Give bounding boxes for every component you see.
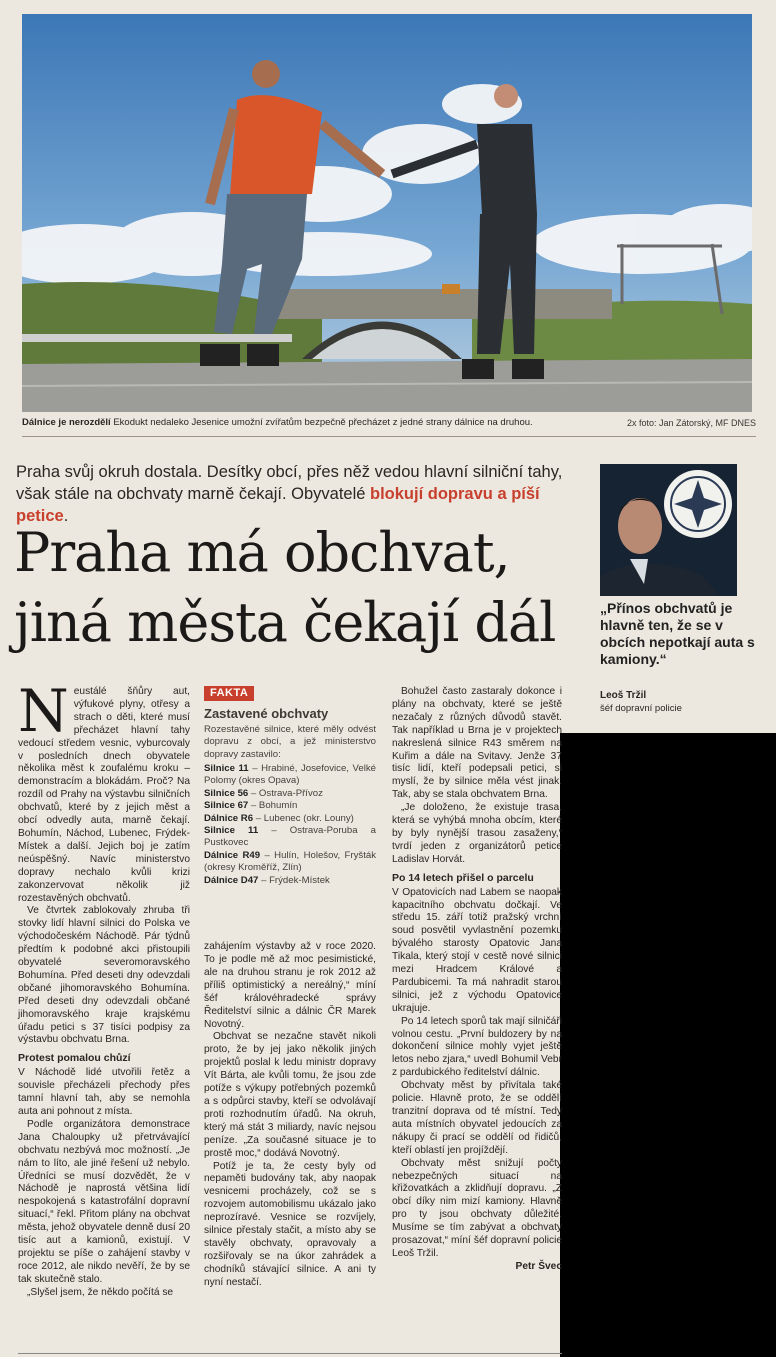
fakta-item	[204, 850, 376, 875]
fakta-item	[204, 788, 376, 800]
subheading: Po 14 letech přišel o parcelu	[392, 871, 534, 884]
paragraph: Ve čtvrtek zablokovaly zhruba tři stovky lidí hlavní silnici do Polska ve východočeském Náchodě. Pár týdnů předtím k podobné akci přistoupili obyvatelé severomoravského Bohumína. Před deseti dny odevzdali občané jihomoravského Bohumína. Před deseti dny odevzdali občané jihomoravského kraje krajskému úřadu petici s 37 tisíci podpisy za výstavbu obchvatu Brna.	[18, 905, 190, 1046]
road-name: Dálnice R6	[204, 812, 254, 824]
paragraph	[18, 677, 190, 905]
road-name: Dálnice R49	[204, 849, 261, 861]
headline-line-1: Praha má obchvat,	[14, 521, 510, 584]
caption-text: Ekodukt nedaleko Jesenice umožní zvířatům bezpečně přecházet z jedné strany dálnice na druhou.	[113, 417, 533, 428]
road-desc: – Hulín, Holešov, Fryšták (okresy Kroměříž, Zlín)	[204, 849, 376, 874]
road-desc: – Ostrava-Přívoz	[248, 787, 323, 799]
subheading: Protest pomalou chůzí	[18, 1052, 131, 1065]
road-desc: – Hrabiné, Josefovice, Velké Polomy (okres Opava)	[204, 763, 376, 787]
portrait-photo	[600, 464, 737, 596]
paragraph-text: eustálé šňůry aut, výfukové plyny, otřesy a strach o děti, které musí přecházet hlavní tahy vedoucí středem vesnic, vyburcovaly v posledních dnech obyvatele několika měst k zoufalému kroku – demonstracím a blokádám. Proč? Na rozdíl od Prahy na výstavbu silničních obchvatů, které by z jejich měst a obcí odvedly auta, marně čekají. Bohumín, Náchod, Lubenec, Frýdek-Místek a další. Jejich boj je zatím neúspěšný. Navíc ministerstvo dopravy nechalo kvůli krizi zakonzervovat několik již rozestavěných obchvatů.	[18, 686, 190, 904]
quote-author-role: šéf dopravní policie	[600, 703, 682, 714]
intro-text: Praha svůj okruh dostala. Desítky obcí, přes něž vedou hlavní silniční tahy, však stále na obchvaty marně čekají. Obyvatelé	[16, 463, 563, 503]
bottom-rule	[18, 1353, 562, 1354]
road-name: Silnice 67	[204, 800, 249, 812]
road-name: Silnice 11	[204, 825, 259, 837]
fakta-lead: Rozestavěné silnice, které měly odvést dopravu z obcí, a jež ministerstvo dopravy zastavilo:	[204, 723, 376, 760]
paragraph: „Je doloženo, že existuje trasa, která se vyhýbá mnoha obcím, které by byly nynější trasou zasaženy,“ tvrdí jeden z organizátorů petice Ladislav Horvát.	[392, 802, 562, 865]
drop-cap: N	[18, 677, 69, 745]
road-name: Silnice 11	[204, 763, 249, 775]
article-author: Petr Švec	[515, 1260, 562, 1272]
paragraph: Podle organizátora demonstrace Jana Chaloupky už přetrvávající obchvatu nezbývá moc možností. „Je nám to líto, ale jiné řešení už nebylo. Úředníci se musí dozvědět, že v Náchodě je naprostá většina lidí nespokojená s katastrofální dopravní situací,“ řekl. Přitom plány na obchvat města, jehož obyvatele denně dusí 20 tisíc aut a kamionů, existují. V projektu se píše o zahájení stavby v roce 2012, ale nikdo nevěří, že by se tak skutečně stalo.	[18, 1118, 190, 1285]
road-desc: – Bohumín	[248, 800, 298, 812]
paragraph: Potíž je ta, že cesty byly od nepaměti budovány tak, aby naopak vesnicemi procházely, což se s rozvojem automobilismu ukázalo jako neprozíravé. Vesnice se rozvíjely, silnice přestaly stačit, a místo aby se stavěly obchvaty, opravovaly a rozšiřovaly se na úkor zahrádek a chodníků stávající silnice. A ani ty nyní nestačí.	[204, 1160, 376, 1288]
ecoduct-photo-illustration	[22, 14, 752, 412]
fakta-item	[204, 825, 376, 850]
paragraph: V Opatovicích nad Labem se naopak kapacitního obchvatu dočkají. Ve středu 15. září totiž pražský vrchní soud posvětil vyvlastnění pozemku bývalého starosty Opatovic Jana Tikala, který stojí v cestě nové silnici mezi Hradcem Králové a Pardubicemi. Ta má nahradit starou silnici, jež z východu Opatovice ukrajuje.	[392, 886, 562, 1014]
intro-highlight: blokují dopravu a píší petice	[16, 485, 540, 525]
paragraph: zahájením výstavby až v roce 2020. To je podle mě až moc pesimistické, ale na druhou stranu je rok 2012 až příliš optimistický a nereálný,“ míní šéf královéhradecké správy Ředitelství silnic a dálnic ČR Marek Novotný.	[204, 941, 376, 1030]
road-name: Silnice 56	[204, 787, 249, 799]
paragraph: Obchvat se nezačne stavět nikoli proto, že by jej jako několik jiných projektů poslal k ledu ministr dopravy Vít Bárta, ale kvůli tomu, že jsou zde potíže s výkupy potřebných pozemků a s odpůrci stavby, kteří se odvolávají proti rozhodnutím úřadů. Na okruh, který má stát 3 miliardy, navíc nejsou peníze. „Za současné situace je to prostě moc,“ dodává Novotný.	[204, 1031, 376, 1159]
fakta-title: Zastavené obchvaty	[204, 705, 329, 721]
headline-line-2: jiná města čekají dál	[14, 591, 556, 654]
paragraph: Obchvaty měst snižují počty nebezpečných situací na křižovatkách a zklidňují dopravu. „Z obcí díky nim mizí kamiony. Hlavně pro ty jsou obchvaty důležité. Musíme se tím zabývat a obchvaty prosazovat,“ míní šéf dopravní policie Leoš Tržil.	[392, 1157, 562, 1259]
pull-quote: „Přínos obchvatů je hlavně ten, že se v obcích nepotkají auta s kamiony.“	[600, 600, 755, 667]
photo-credit: 2x foto: Jan Zátorský, MF DNES	[626, 418, 756, 428]
paragraph: V Náchodě lidé utvořili řetěz a souvisle přecházeli přechody přes tamní hlavní tah, aby se nemohla auta ani pohnout z místa.	[18, 1067, 190, 1117]
fakta-item	[204, 813, 376, 825]
paragraph: Po 14 letech sporů tak mají silničáři volnou cestu. „První buldozery by na dokončení silnice mohly vyjet ještě letos nebo zjara,“ uvedl Bohumil Vebr z pardubického ředitelství dálnic.	[392, 1015, 562, 1079]
quote-author: Leoš Tržil	[600, 690, 647, 701]
article-column-2	[204, 686, 376, 1290]
article-column-1	[18, 677, 190, 1300]
fakta-item	[204, 763, 376, 788]
fakta-badge: FAKTA	[204, 686, 254, 701]
article-intro	[16, 461, 576, 527]
article-column-3	[392, 686, 562, 1274]
road-name: Dálnice D47	[204, 874, 259, 886]
road-desc: – Lubenec (okr. Louny)	[253, 812, 354, 824]
paragraph: Bohužel často zastaraly dokonce i plány na obchvaty, které se ještě nezačaly z různých důvodů stavět. Tak například u Brna je v projektech nakreslená silnice R43 směrem na Kuřim a dále na Svitavy. Jenže 37 tisíc lidí, kteří podepsali petici, si myslí, že by silnice měla vést jinak. Tak, aby se stala obchvatem Brna.	[392, 686, 562, 801]
photo-caption	[22, 416, 756, 430]
fakta-item	[204, 875, 376, 887]
article-photo	[22, 14, 752, 412]
fakta-item	[204, 800, 376, 812]
paragraph: Obchvaty měst by přivítala také policie. Hlavně proto, že se oddělí tranzitní doprava od té místní. Tedy auta místních obyvatel jedoucích za nákupy či prací se oddělí od řidičů, kteří oblastí jen projíždějí.	[392, 1080, 562, 1156]
road-desc: – Ostrava-Poruba a Pustkovec	[204, 825, 376, 849]
caption-divider	[22, 436, 756, 437]
road-desc: – Frýdek-Místek	[258, 874, 330, 886]
scan-black-area	[560, 733, 776, 1357]
intro-end: .	[63, 507, 69, 525]
fakta-box	[204, 686, 376, 887]
police-chief-portrait	[600, 464, 737, 596]
paragraph: „Slyšel jsem, že někdo počítá se	[27, 1286, 174, 1298]
caption-lead: Dálnice je nerozdělí	[22, 417, 111, 428]
